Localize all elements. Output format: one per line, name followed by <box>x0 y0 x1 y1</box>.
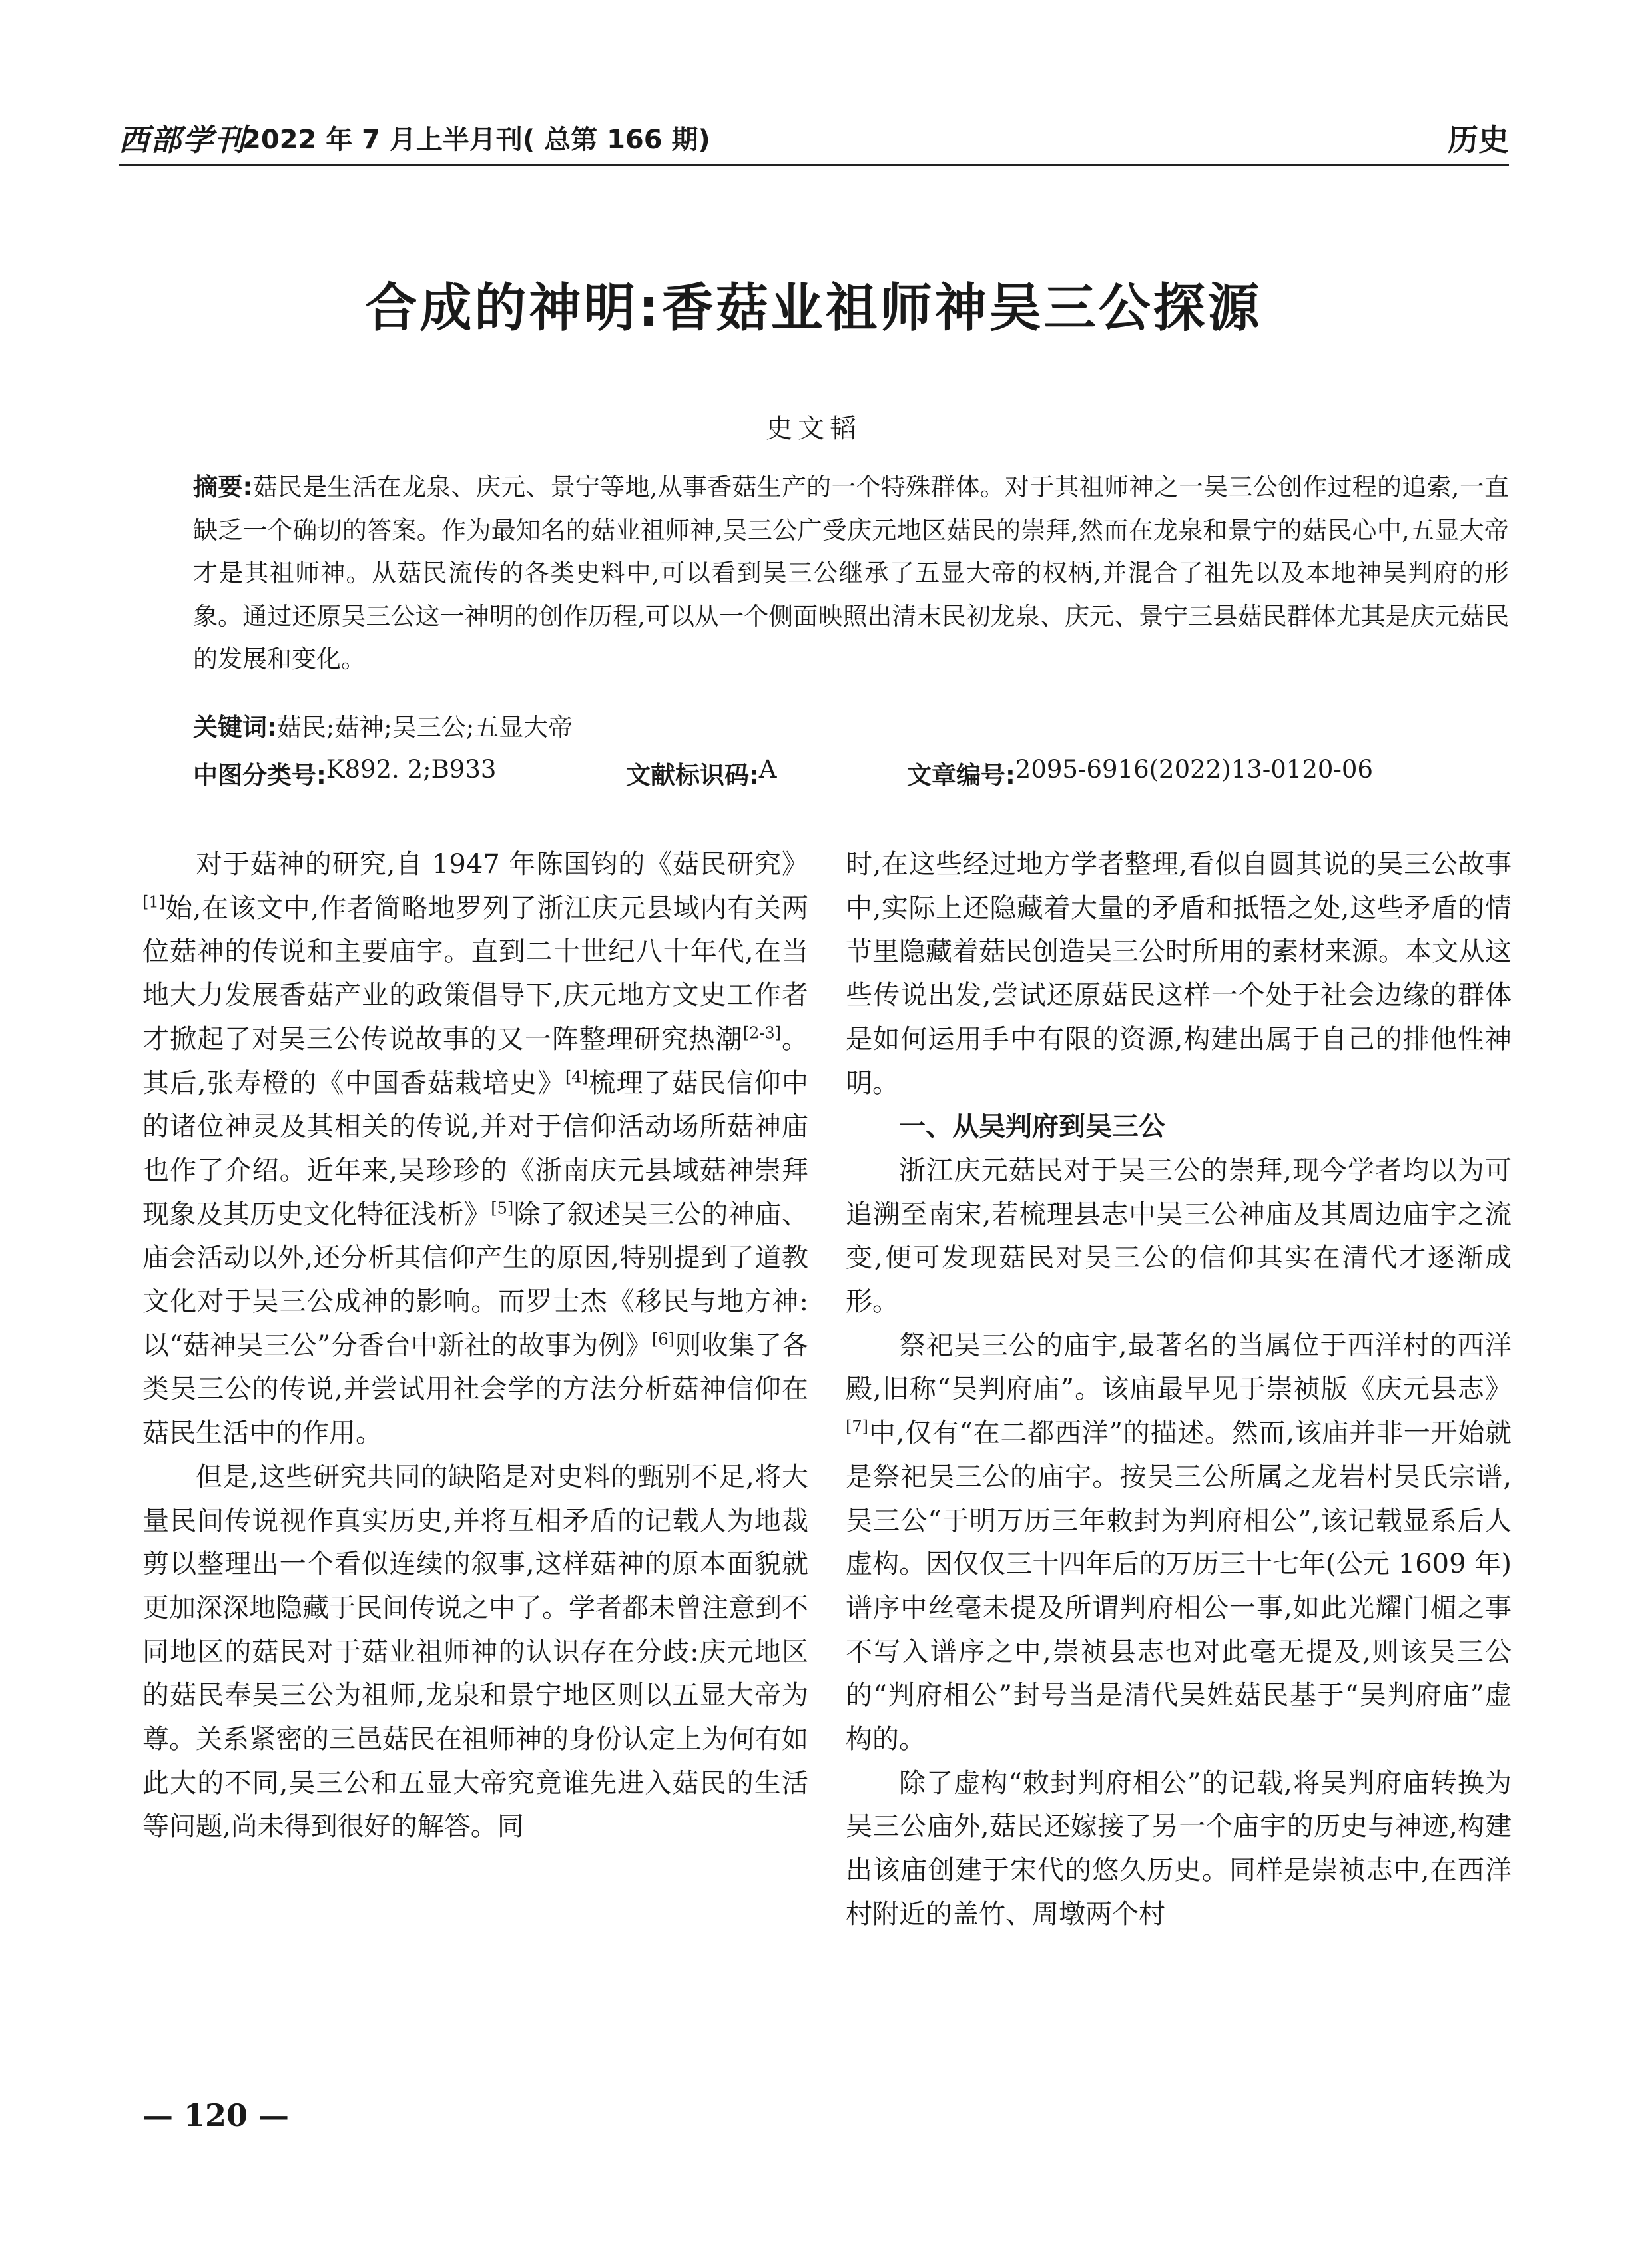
paragraph <box>142 843 808 1456</box>
paragraph: 但是,这些研究共同的缺陷是对史料的甄别不足,将大量民间传说视作真实历史,并将互相矛盾的记载人为地裁剪以整理出一个看似连续的叙事,这样菇神的原本面貌就更加深深地隐藏于民间传说之中了。学者都未曾注意到不同地区的菇民对于菇业祖师神的认识存在分歧:庆元地区的菇民奉吴三公为祖师,龙泉和景宁地区则以五显大帝为尊。关系紧密的三邑菇民在祖师神的身份认定上为何有如此大的不同,吴三公和五显大帝究竟谁先进入菇民的生活等问题,尚未得到很好的解答。同 <box>142 1461 808 1842</box>
paragraph: 浙江庆元菇民对于吴三公的崇拜,现今学者均以为可追溯至南宋,若梳理县志中吴三公神庙及其周边庙宇之流变,便可发现菇民对吴三公的信仰其实在清代才逐渐成形。 <box>846 1155 1512 1318</box>
right-column <box>846 843 1512 1937</box>
header-rule <box>119 164 1509 166</box>
citation: [5] <box>491 1199 514 1218</box>
paragraph <box>846 1324 1512 1762</box>
doc-code-value: A <box>758 755 777 784</box>
section-heading: 一、从吴判府到吴三公 <box>899 1111 1165 1143</box>
paragraph: 除了虚构“敕封判府相公”的记载,将吴判府庙转换为吴三公庙外,菇民还嫁接了另一个庙宇的历史与神迹,构建出该庙创建于宋代的悠久历史。同样是崇祯志中,在西洋村附近的盖竹、周墩两个村 <box>846 1767 1512 1930</box>
page-number: — 120 — <box>142 2098 290 2133</box>
keywords-text: 菇民;菇神;吴三公;五显大帝 <box>276 713 573 742</box>
text-run: 除了叙述吴三公的神庙、庙会活动以外,还分析其信仰产生的原因,特别提到了道教文化对于吴三公成神的影响。而罗士杰《移民与地方神:以“菇神吴三公”分香台中新社的故事为例》 <box>142 1199 808 1361</box>
abstract-text: 菇民是生活在龙泉、庆元、景宁等地,从事香菇生产的一个特殊群体。对于其祖师神之一吴三公创作过程的追索,一直缺乏一个确切的答案。作为最知名的菇业祖师神,吴三公广受庆元地区菇民的崇拜,然而在龙泉和景宁的菇民心中,五显大帝才是其祖师神。从菇民流传的各类史料中,可以看到吴三公继承了五显大帝的权柄,并混合了祖先以及本地神吴判府的形象。通过还原吴三公这一神明的创作历程,可以从一个侧面映照出清末民初龙泉、庆元、景宁三县菇民群体尤其是庆元菇民的发展和变化。 <box>193 473 1509 673</box>
clc-value: K892. 2;B933 <box>326 755 497 784</box>
journal-logo: 西部学刊 <box>119 122 246 158</box>
citation: [6] <box>651 1330 675 1349</box>
text-run: 祭祀吴三公的庙宇,最著名的当属位于西洋村的西洋殿,旧称“吴判府庙”。该庙最早见于崇祯版《庆元县志》 <box>846 1330 1512 1405</box>
section-name: 历史 <box>1448 122 1509 158</box>
clc-field <box>193 755 497 791</box>
article-number-value: 2095-6916(2022)13-0120-06 <box>1015 755 1373 784</box>
keywords-label: 关键词: <box>193 713 277 742</box>
issue-info: 2022 年 7 月上半月刊( 总第 166 期) <box>242 125 710 155</box>
text-run: 对于菇神的研究,自 1947 年陈国钧的《菇民研究》 <box>196 849 808 880</box>
text-run: 梳理了菇民信仰中的诸位神灵及其相关的传说,并对于信仰活动场所菇神庙也作了介绍。近年来,吴珍珍的《浙南庆元县域菇神崇拜现象及其历史文化特征浅析》 <box>142 1067 808 1230</box>
text-run: 。其后,张寿橙的《中国香菇栽培史》 <box>142 1023 808 1099</box>
doc-code-label: 文献标识码: <box>626 761 759 790</box>
doc-code-field <box>626 755 777 791</box>
abstract-label: 摘要: <box>193 473 253 501</box>
text-run: 中,仅有“在二都西洋”的描述。然而,该庙并非一开始就是祭祀吴三公的庙宇。按吴三公所属之龙岩村吴氏宗谱,吴三公“于明万历三年敕封为判府相公”,该记载显系后人虚构。因仅仅三十四年后的万历三十七年(公元 1609 年)谱序中丝毫未提及所谓判府相公一事,如此光耀门楣之事不写入谱序之中,崇祯县志也对此毫无提及,则该吴三公的“判府相公”封号当是清代吴姓菇民基于“吴判府庙”虚构的。 <box>846 1418 1512 1755</box>
left-column <box>142 843 808 1849</box>
author: 史文韬 <box>766 414 862 444</box>
abstract <box>193 466 1509 681</box>
keywords <box>193 707 573 743</box>
article-number-label: 文章编号: <box>907 761 1015 790</box>
clc-label: 中图分类号: <box>193 761 326 790</box>
citation: [4] <box>565 1067 588 1087</box>
citation: [2-3] <box>742 1023 782 1043</box>
text-run: 则收集了各类吴三公的传说,并尝试用社会学的方法分析菇神信仰在菇民生活中的作用。 <box>142 1330 809 1449</box>
paragraph: 时,在这些经过地方学者整理,看似自圆其说的吴三公故事中,实际上还隐藏着大量的矛盾和抵牾之处,这些矛盾的情节里隐藏着菇民创造吴三公时所用的素材来源。本文从这些传说出发,尝试还原菇民这样一个处于社会边缘的群体是如何运用手中有限的资源,构建出属于自己的排他性神明。 <box>846 849 1512 1099</box>
citation: [7] <box>846 1417 868 1436</box>
citation: [1] <box>142 892 165 912</box>
article-number-field <box>907 755 1373 791</box>
article-title: 合成的神明:香菇业祖师神吴三公探源 <box>365 278 1262 338</box>
running-header <box>119 112 1509 161</box>
text-run: 始,在该文中,作者简略地罗列了浙江庆元县域内有关两位菇神的传说和主要庙宇。直到二十世纪八十年代,在当地大力发展香菇产业的政策倡导下,庆元地方文史工作者才掀起了对吴三公传说故事的又一阵整理研究热潮 <box>142 892 808 1055</box>
